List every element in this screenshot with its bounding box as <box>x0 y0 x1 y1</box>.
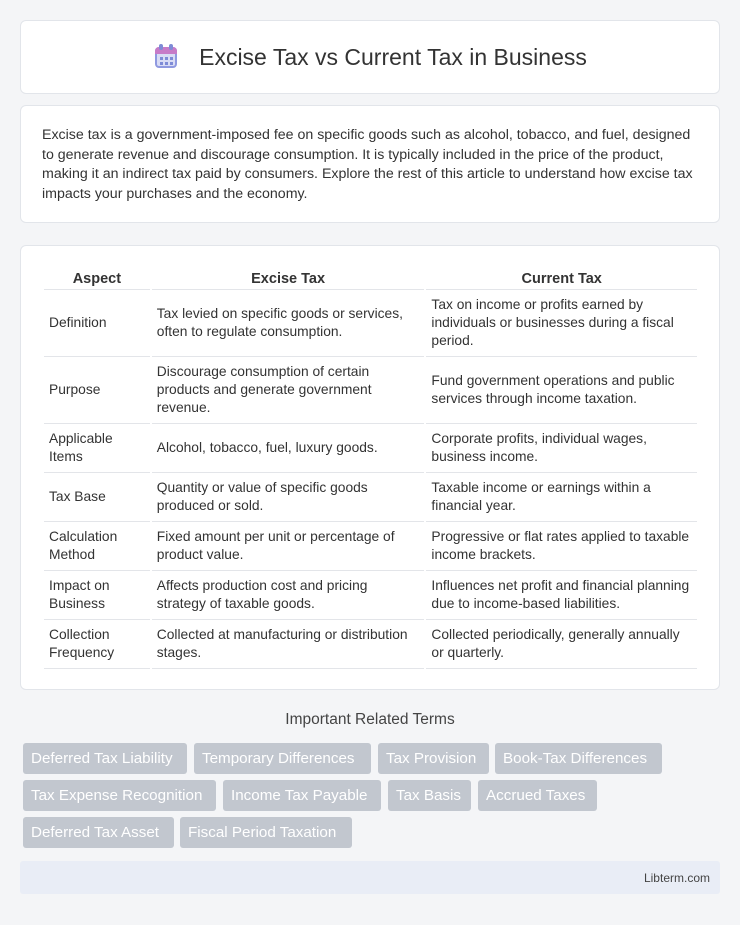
current-cell: Tax on income or profits earned by individuals or businesses during a fiscal period. <box>426 290 697 357</box>
table-header-row <box>44 266 697 290</box>
table-row <box>44 290 697 357</box>
table-row <box>44 522 697 571</box>
aspect-cell: Applicable Items <box>44 424 150 473</box>
excise-cell: Fixed amount per unit or percentage of product value. <box>152 522 425 571</box>
current-cell: Fund government operations and public services through income taxation. <box>426 357 697 424</box>
aspect-cell: Impact on Business <box>44 571 150 620</box>
header-aspect: Aspect <box>44 266 150 290</box>
related-term-tag[interactable]: Deferred Tax Asset <box>23 817 174 848</box>
aspect-cell: Definition <box>44 290 150 357</box>
current-cell: Collected periodically, generally annually or quarterly. <box>426 620 697 669</box>
current-cell: Corporate profits, individual wages, business income. <box>426 424 697 473</box>
related-term-tag[interactable]: Fiscal Period Taxation <box>180 817 352 848</box>
table-row <box>44 620 697 669</box>
related-term-tag[interactable]: Tax Provision <box>378 743 489 774</box>
comparison-table <box>42 266 699 669</box>
current-cell: Influences net profit and financial planning due to income-based liabilities. <box>426 571 697 620</box>
current-cell: Progressive or flat rates applied to taxable income brackets. <box>426 522 697 571</box>
page-title: Excise Tax vs Current Tax in Business <box>199 43 587 70</box>
related-term-tag[interactable]: Deferred Tax Liability <box>23 743 187 774</box>
comparison-table-card <box>20 245 720 690</box>
table-row <box>44 571 697 620</box>
related-term-tag[interactable]: Tax Basis <box>388 780 471 811</box>
aspect-cell: Collection Frequency <box>44 620 150 669</box>
excise-cell: Alcohol, tobacco, fuel, luxury goods. <box>152 424 425 473</box>
excise-cell: Collected at manufacturing or distribution stages. <box>152 620 425 669</box>
table-row <box>44 357 697 424</box>
header-current-tax: Current Tax <box>426 266 697 290</box>
intro-paragraph: Excise tax is a government-imposed fee on specific goods such as alcohol, tobacco, and fuel, designed to generate revenue and discourage consumption. It is typically included in the price of the product, making it an indirect tax paid by consumers. Explore the rest of this article to understand how excise tax impacts your purchases and the economy. <box>42 127 693 202</box>
excise-cell: Affects production cost and pricing strategy of taxable goods. <box>152 571 425 620</box>
related-term-tag[interactable]: Book-Tax Differences <box>495 743 662 774</box>
footer-site-link[interactable]: Libterm.com <box>643 871 710 885</box>
calendar-icon <box>153 44 179 70</box>
related-terms-title: Important Related Terms <box>285 711 455 728</box>
table-row <box>44 473 697 522</box>
table-row <box>44 424 697 473</box>
aspect-cell: Purpose <box>44 357 150 424</box>
footer <box>20 861 720 894</box>
excise-cell: Tax levied on specific goods or services, often to regulate consumption. <box>152 290 425 357</box>
excise-cell: Quantity or value of specific goods produced or sold. <box>152 473 425 522</box>
intro-card <box>20 105 720 223</box>
related-term-tag[interactable]: Income Tax Payable <box>223 780 381 811</box>
aspect-cell: Tax Base <box>44 473 150 522</box>
current-cell: Taxable income or earnings within a financial year. <box>426 473 697 522</box>
aspect-cell: Calculation Method <box>44 522 150 571</box>
related-term-tag[interactable]: Temporary Differences <box>194 743 371 774</box>
excise-cell: Discourage consumption of certain products and generate government revenue. <box>152 357 425 424</box>
title-wrap <box>153 44 587 71</box>
title-card <box>20 20 720 94</box>
related-term-tag[interactable]: Tax Expense Recognition <box>23 780 216 811</box>
header-excise-tax: Excise Tax <box>152 266 425 290</box>
related-term-tag[interactable]: Accrued Taxes <box>478 780 597 811</box>
